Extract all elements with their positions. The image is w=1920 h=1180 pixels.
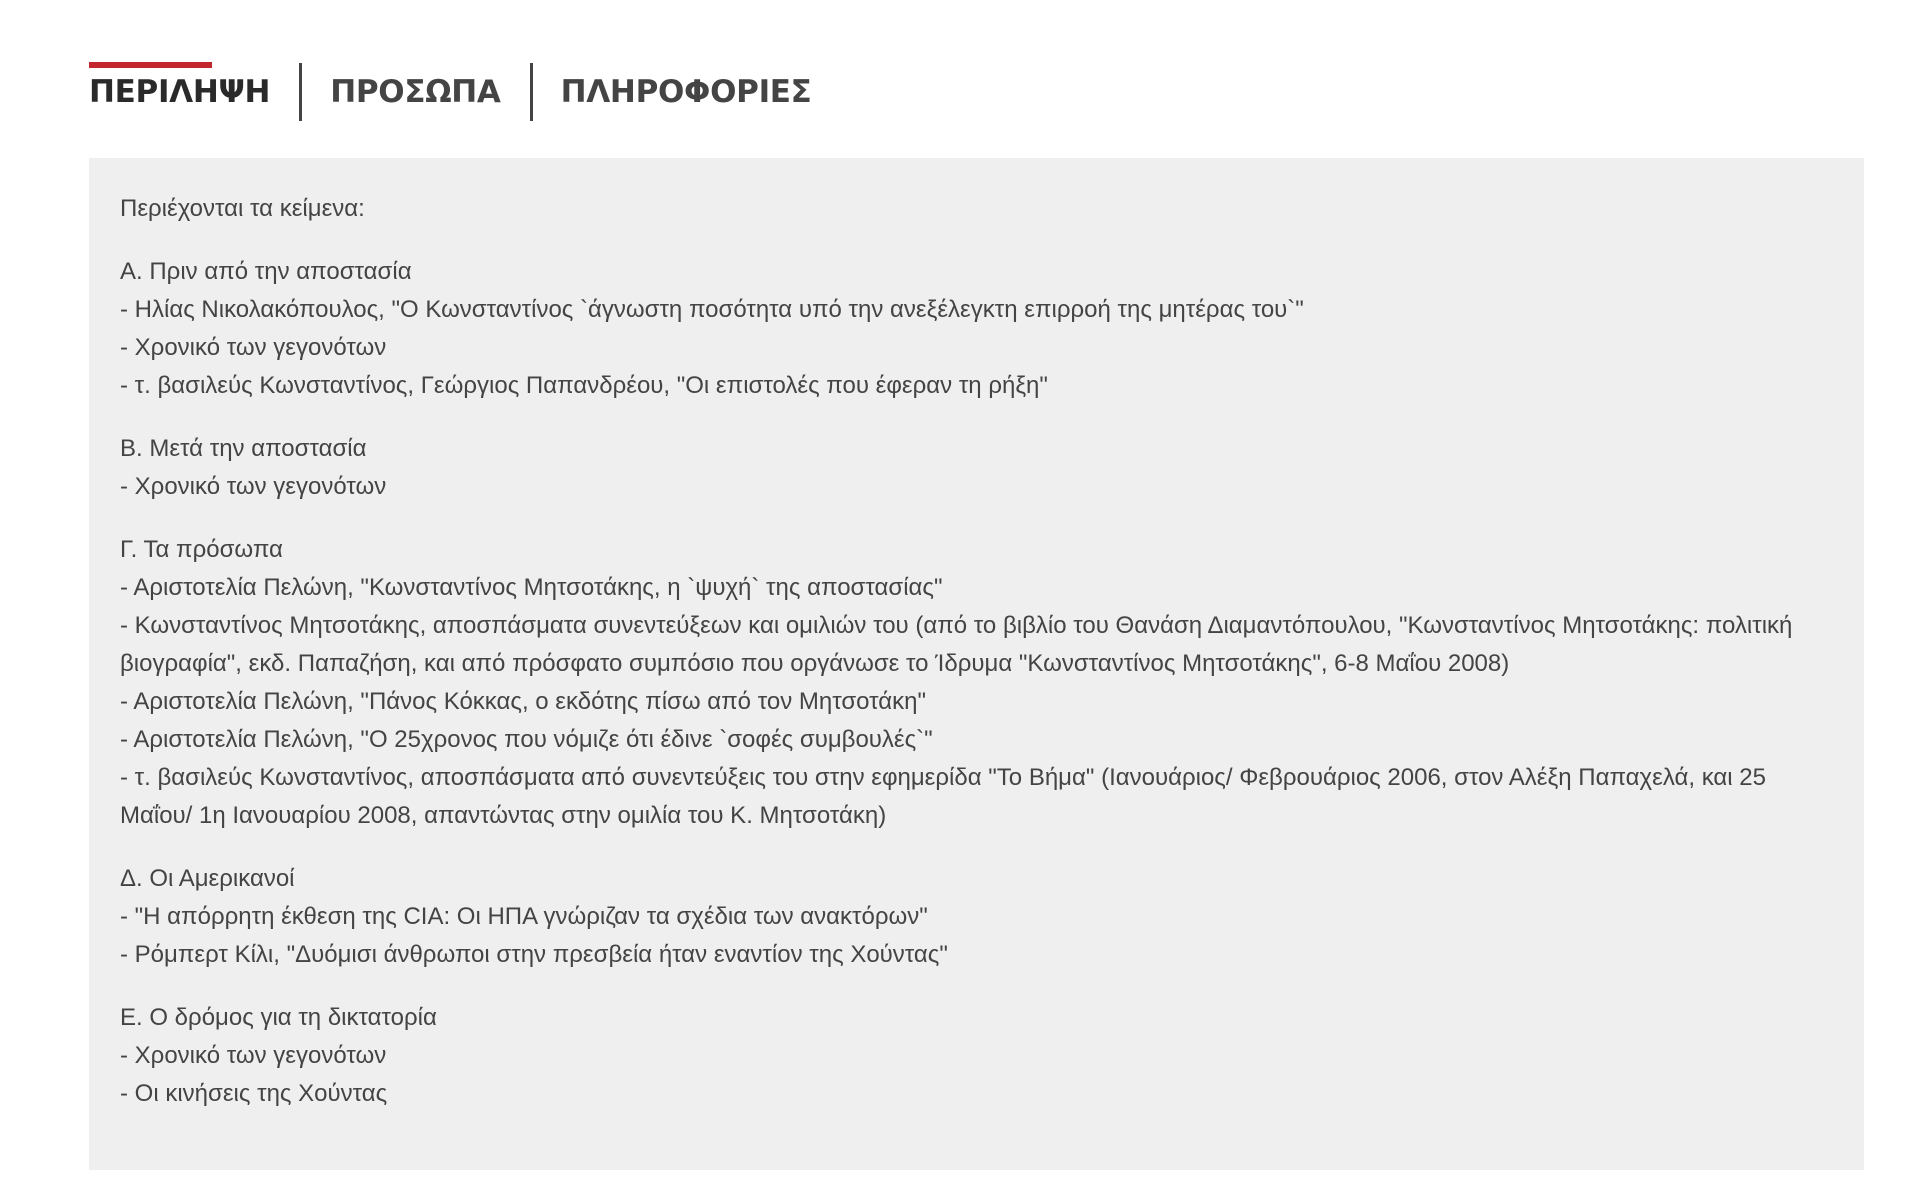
section-title: Β. Μετά την αποστασία [120, 435, 367, 462]
tab-divider [530, 63, 533, 121]
list-item: - Χρονικό των γεγονότων [120, 334, 387, 361]
panel-intro: Περιέχονται τα κείμενα: [120, 195, 365, 222]
section-americans [120, 860, 1834, 974]
section-before-apostasy [120, 253, 1834, 405]
section-road-to-dictatorship [120, 999, 1834, 1113]
list-item: - τ. βασιλεύς Κωνσταντίνος, Γεώργιος Παπανδρέου, "Οι επιστολές που έφεραν τη ρήξη" [120, 372, 1048, 399]
tab-information[interactable]: ΠΛΗΡΟΦΟΡΙΕΣ [560, 74, 812, 110]
list-item: - Οι κινήσεις της Χούντας [120, 1080, 388, 1107]
list-item: - Χρονικό των γεγονότων [120, 473, 387, 500]
tab-summary[interactable]: ΠΕΡΙΛΗΨΗ [89, 62, 270, 122]
tab-divider [299, 63, 302, 121]
list-item: - Χρονικό των γεγονότων [120, 1042, 387, 1069]
section-title: Δ. Οι Αμερικανοί [120, 865, 295, 892]
list-item: - τ. βασιλεύς Κωνσταντίνος, αποσπάσματα από συνεντεύξεις του στην εφημερίδα "Το Βήμα" (Ιανουάριος/ Φεβρουάριος 2006, στον Αλέξη Παπαχελά, και 25 Μαΐου/ 1η Ιανουαρίου 2008, απαντώντας στην ομιλία του Κ. Μητσοτάκη) [120, 764, 1766, 829]
tab-persons[interactable]: ΠΡΟΣΩΠΑ [330, 74, 501, 110]
section-title: Ε. Ο δρόμος για τη δικτατορία [120, 1004, 437, 1031]
list-item: - Ηλίας Νικολακόπουλος, "Ο Κωνσταντίνος `άγνωστη ποσότητα υπό την ανεξέλεγκτη επιρροή της μητέρας του`" [120, 296, 1304, 323]
section-title: Α. Πριν από την αποστασία [120, 258, 412, 285]
summary-panel [89, 158, 1864, 1170]
list-item: - Αριστοτελία Πελώνη, "Κωνσταντίνος Μητσοτάκης, η `ψυχή` της αποστασίας" [120, 574, 943, 601]
list-item: - Αριστοτελία Πελώνη, "Πάνος Κόκκας, ο εκδότης πίσω από τον Μητσοτάκη" [120, 688, 927, 715]
section-title: Γ. Τα πρόσωπα [120, 536, 283, 563]
tab-bar [89, 62, 812, 122]
section-persons [120, 531, 1834, 835]
list-item: - "Η απόρρητη έκθεση της CIA: Οι ΗΠΑ γνώριζαν τα σχέδια των ανακτόρων" [120, 903, 928, 930]
section-after-apostasy [120, 430, 1834, 506]
list-item: - Ρόμπερτ Κίλι, "Δυόμισι άνθρωποι στην πρεσβεία ήταν εναντίον της Χούντας" [120, 941, 948, 968]
list-item: - Κωνσταντίνος Μητσοτάκης, αποσπάσματα συνεντεύξεων και ομιλιών του (από το βιβλίο του Θανάση Διαμαντόπουλου, "Κωνσταντίνος Μητσοτάκης: πολιτική βιογραφία", εκδ. Παπαζήση, και από πρόσφατο συμπόσιο που οργάνωσε το Ίδρυμα "Κωνσταντίνος Μητσοτάκης", 6-8 Μαΐου 2008) [120, 612, 1793, 677]
list-item: - Αριστοτελία Πελώνη, "Ο 25χρονος που νόμιζε ότι έδινε `σοφές συμβουλές`" [120, 726, 933, 753]
